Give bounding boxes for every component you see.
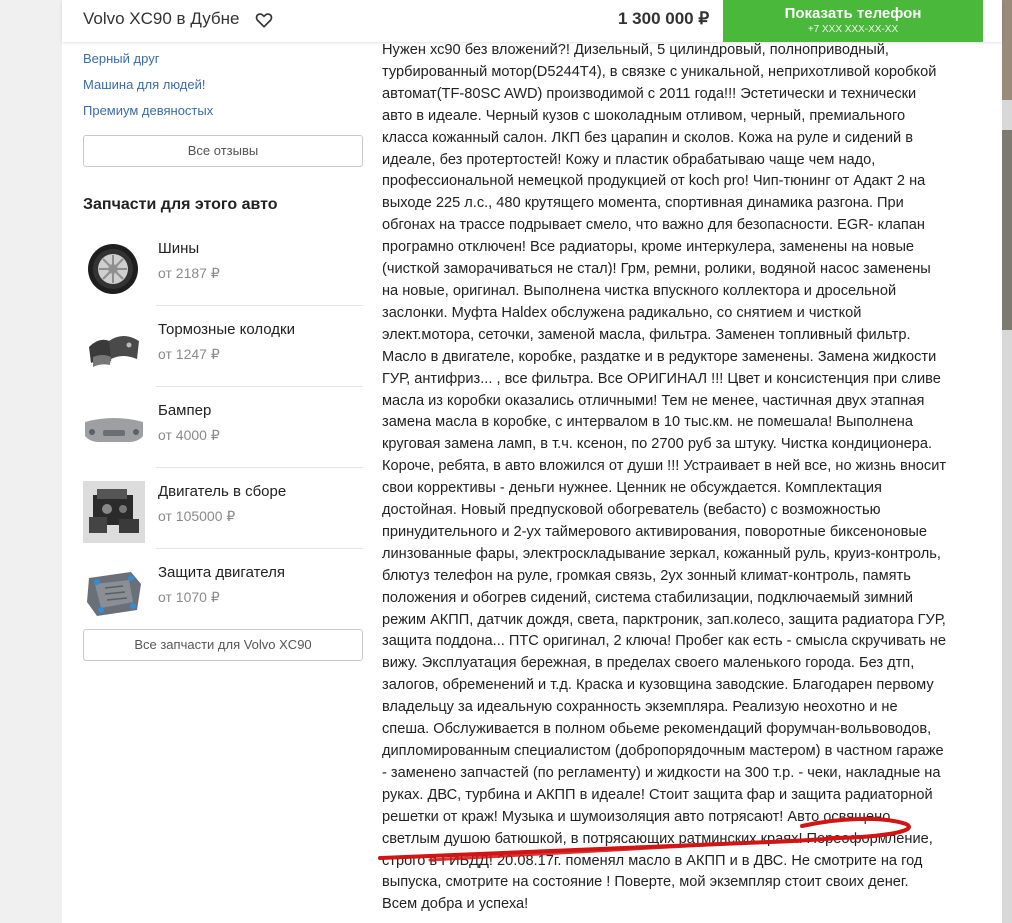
sticky-header (62, 0, 1002, 42)
gallery-photo[interactable] (1002, 0, 1012, 100)
description-line: светлым душою батюшкой, в потрясающих ратминских краях! Переоформление, (382, 830, 933, 847)
part-name: Бампер (158, 402, 212, 419)
description-line: режим АКПП, датчик дождя, света, парктроник, зап.колесо, защита радиатора ГУР, (382, 611, 946, 628)
all-reviews-button[interactable]: Все отзывы (83, 135, 363, 167)
description-line: заслонки. Муфта Haldex обслужена радикально, со снятием и чисткой (382, 304, 862, 321)
part-item-brake-pads[interactable] (83, 313, 363, 393)
gallery-edge[interactable] (1002, 0, 1012, 923)
description-line: Нужен хс90 без вложений?! Дизельный, 5 цилиндровый, полноприводный, (382, 42, 889, 58)
bumper-icon (83, 400, 145, 462)
description-line: решетки от краж! Музыка и шумоизоляция авто потрясают! Авто освящено (382, 808, 891, 825)
description-line: дипломированным специалистом (добропорядочным мастером) в частном гараже (382, 743, 944, 759)
description-line: Масло в двигателе, коробке, раздатке и в редукторе заменены. Замена жидкости (382, 348, 937, 365)
description-line: вижу. Эксплуатация бережная, в пределах своего маленького города. Без дтп, (382, 655, 915, 672)
description-line: залогов, обременений и т.д. Краска и кузовщина заводские. Благодарен первому (382, 677, 934, 694)
description-line: класса кожанный салон. ЛКП без царапин и сколов. Кожа на руле и сидений в (382, 129, 913, 146)
listing-description (382, 40, 972, 916)
part-name: Тормозные колодки (158, 321, 295, 338)
description-line: блютуз телефон на руле, громкая связь, 2ух зонный климат-контроль, память (382, 567, 911, 584)
listing-title: Volvo XC90 в Дубне (83, 9, 240, 28)
part-price: от 105000 ₽ (158, 508, 236, 524)
description-line: положения и обогрев сидений, система стабилизации, подключаемый зимний (382, 589, 914, 606)
gallery-photo[interactable] (1002, 130, 1012, 330)
brake-pads-icon (83, 319, 145, 381)
part-name: Шины (158, 240, 200, 257)
review-link[interactable]: Верный друг (83, 51, 160, 66)
description-line: выпуска, смотрите на состояние ! Поверте, мой экземпляр стоит своих денег. (382, 874, 909, 891)
description-line: выходе 225 л.с., 480 крутящего момента, спортивная динамика разгона. При (382, 195, 904, 212)
divider (156, 386, 363, 387)
description-line: ГУР, антифриз... , все фильтра. Все ОРИГИНАЛ !!! Цвет и консистенция при сливе (382, 370, 941, 387)
description-line: масла из коробки оказались отличными! Тем не менее, частичная двух этапная (382, 392, 925, 409)
all-parts-button[interactable]: Все запчасти для Volvo XC90 (83, 629, 363, 661)
part-price: от 4000 ₽ (158, 427, 220, 443)
divider (156, 548, 363, 549)
description-line: Всем добра и успеха! (382, 896, 529, 913)
description-line: - заменено запчастей (по регламенту) и жидкости на 300 т.р. - чеки, накладные на (382, 764, 941, 781)
description-line: авто в идеале. Черный кузов с шоколадным отливом, черный, премиального (382, 107, 906, 124)
review-link[interactable]: Машина для людей! (83, 77, 206, 92)
engine-guard-icon (83, 562, 145, 624)
parts-section-title: Запчасти для этого авто (83, 196, 278, 213)
part-price: от 2187 ₽ (158, 265, 220, 281)
description-line: достойная. Новый предпусковой обогреватель (вебасто) с возможностью (382, 502, 881, 519)
review-link[interactable]: Премиум девяностых (83, 103, 214, 118)
divider (156, 305, 363, 306)
part-name: Двигатель в сборе (158, 483, 287, 500)
description-line: замена масла в коробке, с интервалом в 10 тыс.км. не помешала! Выполнена (382, 414, 913, 431)
description-line: линзованные фары, электроскладывание зеркал, кожанный руль, круиз-контроль, (382, 545, 941, 562)
listing-price: 1 300 000 ₽ (618, 9, 710, 28)
description-line: круговая замена ламп, в т.ч. ксенон, по 2700 руб за штуку. Чистка кондиционера. (382, 436, 933, 453)
divider (156, 467, 363, 468)
part-item-tires[interactable] (83, 232, 363, 312)
description-line: защита поддона... ПТС оригинал, 2 ключа! Пробег как есть - смысла скручивать не (382, 633, 946, 650)
tire-icon (83, 238, 145, 300)
description-line: профессиональной немецкой продукцией от koch pro! Чип-тюнинг от Адакт 2 на (382, 173, 926, 190)
part-price: от 1070 ₽ (158, 589, 220, 605)
description-line: принудительного и 2-ух таймерового активирования, поворотные биксеноновые (382, 523, 927, 540)
favorite-heart-icon[interactable] (254, 10, 274, 30)
description-line: на новые, оригинал. Выполнена чистка впускного коллектора и дросельной (382, 282, 897, 299)
description-line: обгонах на трассе подрывает смело, что важно для безопасности. EGR- клапан (382, 217, 925, 234)
masked-phone-number: +7 XXX XXX-XX-XX (807, 24, 899, 35)
description-line: Короче, ребята, в авто вложился от души !!! Устраивает в ней все, но жизнь вносит (382, 458, 947, 475)
show-phone-button[interactable] (723, 0, 983, 42)
description-line: програмно отключен! Все радиаторы, кроме интеркулера, заменены на новые (382, 239, 915, 256)
description-line: идеале, без протертостей! Кожу и пластик обрабатываю чаще чем надо, (382, 151, 876, 168)
part-name: Защита двигателя (158, 564, 286, 581)
description-line: спеша. Обслуживается в полном обьеме рекомендаций форумчан-вольвоводов, (382, 721, 932, 738)
description-line: руках. ДВС, турбина и АКПП в идеале! Стоит защита фар и защита радиаторной (382, 786, 933, 803)
description-line: турбированный мотор(D5244T4), в связке с уникальной, неприхотливой коробкой (382, 63, 937, 80)
description-line: элект.мотора, сеточки, заменой масла, фильтра. Заменен топливный фильтр. (382, 326, 911, 343)
description-line: строго в ГИБДД! 20.08.17г. поменял масло в АКПП и в ДВС. Не смотрите на год (382, 852, 923, 869)
description-line: свои коррективы - деньги нужнее. Ценник не обсуждается. Комплектация (382, 480, 882, 497)
part-item-engine[interactable] (83, 475, 363, 555)
part-item-bumper[interactable] (83, 394, 363, 474)
description-line: автомат(TF-80SC AWD) производимой с 2011 года!!! Эстетически и технически (382, 85, 917, 102)
engine-icon (83, 481, 145, 543)
part-item-engine-guard[interactable] (83, 556, 363, 636)
part-price: от 1247 ₽ (158, 346, 220, 362)
description-line: (чисткой заморачиваться не стал)! Грм, ремни, ролики, водяной насос заменены (382, 261, 931, 278)
show-phone-label: Показать телефон (784, 5, 922, 22)
description-line: владельцу за идеальную сохранность экземпляра. Реализую неохотно и не (382, 699, 898, 716)
